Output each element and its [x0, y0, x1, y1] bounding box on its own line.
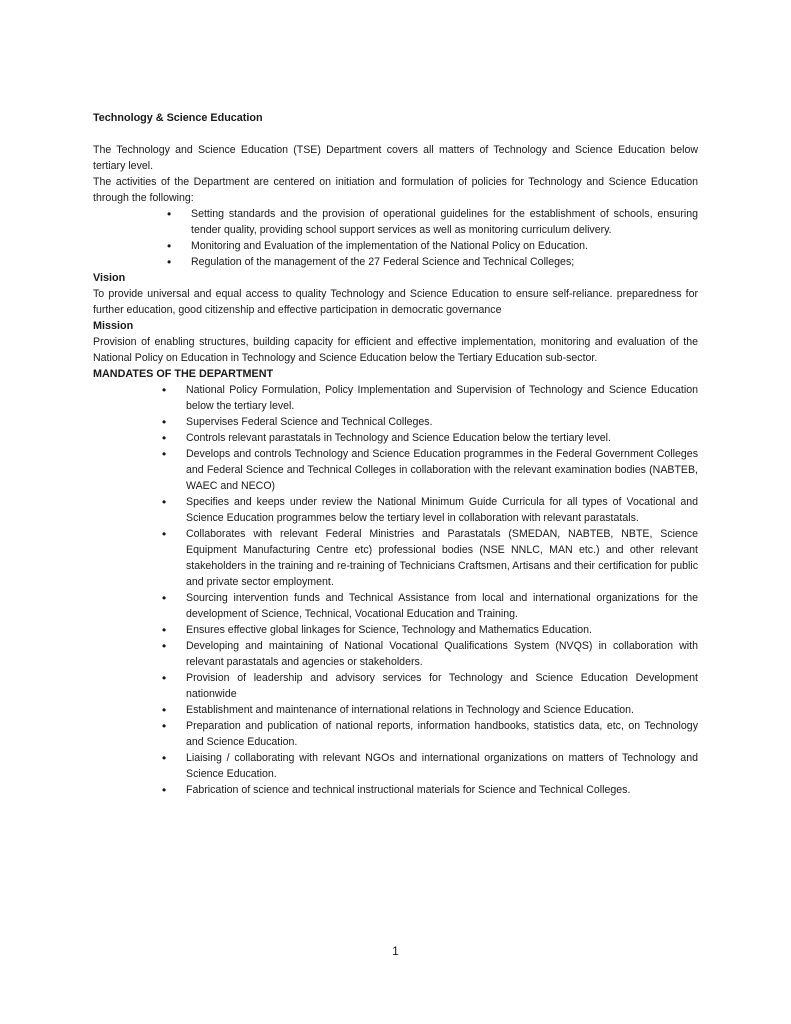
list-item: • Provision of leadership and advisory services for Technology and Science Education Development nationwide — [186, 670, 698, 702]
list-item: • Specifies and keeps under review the National Minimum Guide Curricula for all types of Vocational and Science Education programmes below the tertiary level in collaboration with relevant parastatals. — [186, 494, 698, 526]
list-item: • Preparation and publication of national reports, information handbooks, statistics data, etc, on Technology and Science Education. — [186, 718, 698, 750]
page-title: Technology & Science Education — [93, 112, 263, 124]
list-item: • Develops and controls Technology and Science Education programmes in the Federal Government Colleges and Federal Science and Technical Colleges in collaboration with the relevant examination bodies (NABTEB, WAEC and NECO) — [186, 446, 698, 494]
list-item: • Liaising / collaborating with relevant NGOs and international organizations on matters of Technology and Science Education. — [186, 750, 698, 782]
list-item: • Sourcing intervention funds and Technical Assistance from local and international organizations for the development of Science, Technical, Vocational Education and Training. — [186, 590, 698, 622]
list-item: • National Policy Formulation, Policy Implementation and Supervision of Technology and Science Education below the tertiary level. — [186, 382, 698, 414]
list-item: • Fabrication of science and technical instructional materials for Science and Technical Colleges. — [186, 782, 698, 798]
page-number: 1 — [392, 944, 399, 958]
list-item: • Regulation of the management of the 27 Federal Science and Technical Colleges; — [191, 254, 698, 270]
document-body — [93, 110, 698, 798]
mission-text: Provision of enabling structures, building capacity for efficient and effective implementation, monitoring and evaluation of the National Policy on Education in Technology and Science Education below the Tertiary Education sub-sector. — [93, 336, 698, 364]
list-item: • Monitoring and Evaluation of the implementation of the National Policy on Education. — [191, 238, 698, 254]
list-item: • Establishment and maintenance of international relations in Technology and Science Education. — [186, 702, 698, 718]
vision-heading: Vision — [93, 272, 126, 284]
activities-list — [191, 206, 698, 270]
list-item: • Developing and maintaining of National Vocational Qualifications System (NVQS) in collaboration with relevant parastatals and agencies or stakeholders. — [186, 638, 698, 670]
vision-text: To provide universal and equal access to quality Technology and Science Education to ensure self-reliance. preparedness for further education, good citizenship and effective participation in democratic governance — [93, 288, 698, 316]
intro-paragraph-1: The Technology and Science Education (TSE) Department covers all matters of Technology and Science Education below tertiary level. — [93, 144, 698, 172]
mandates-heading: MANDATES OF THE DEPARTMENT — [93, 368, 274, 380]
spacer — [93, 126, 698, 142]
list-item: • Ensures effective global linkages for Science, Technology and Mathematics Education. — [186, 622, 698, 638]
list-item: • Controls relevant parastatals in Technology and Science Education below the tertiary level. — [186, 430, 698, 446]
mission-heading: Mission — [93, 320, 134, 332]
list-item: • Collaborates with relevant Federal Ministries and Parastatals (SMEDAN, NABTEB, NBTE, Science Equipment Manufacturing Centre etc) professional bodies (NSE NNLC, MAN etc.) and other relevant stakeholders in the training and re-training of Technicians Craftsmen, Artisans and their certification for public and private sector employment. — [186, 526, 698, 590]
list-item: • Setting standards and the provision of operational guidelines for the establishment of schools, ensuring tender quality, providing school support services as well as monitoring curriculum delivery. — [191, 206, 698, 238]
mandates-list — [186, 382, 698, 798]
list-item: • Supervises Federal Science and Technical Colleges. — [186, 414, 698, 430]
intro-paragraph-2: The activities of the Department are centered on initiation and formulation of policies for Technology and Science Education through the following: — [93, 176, 698, 204]
